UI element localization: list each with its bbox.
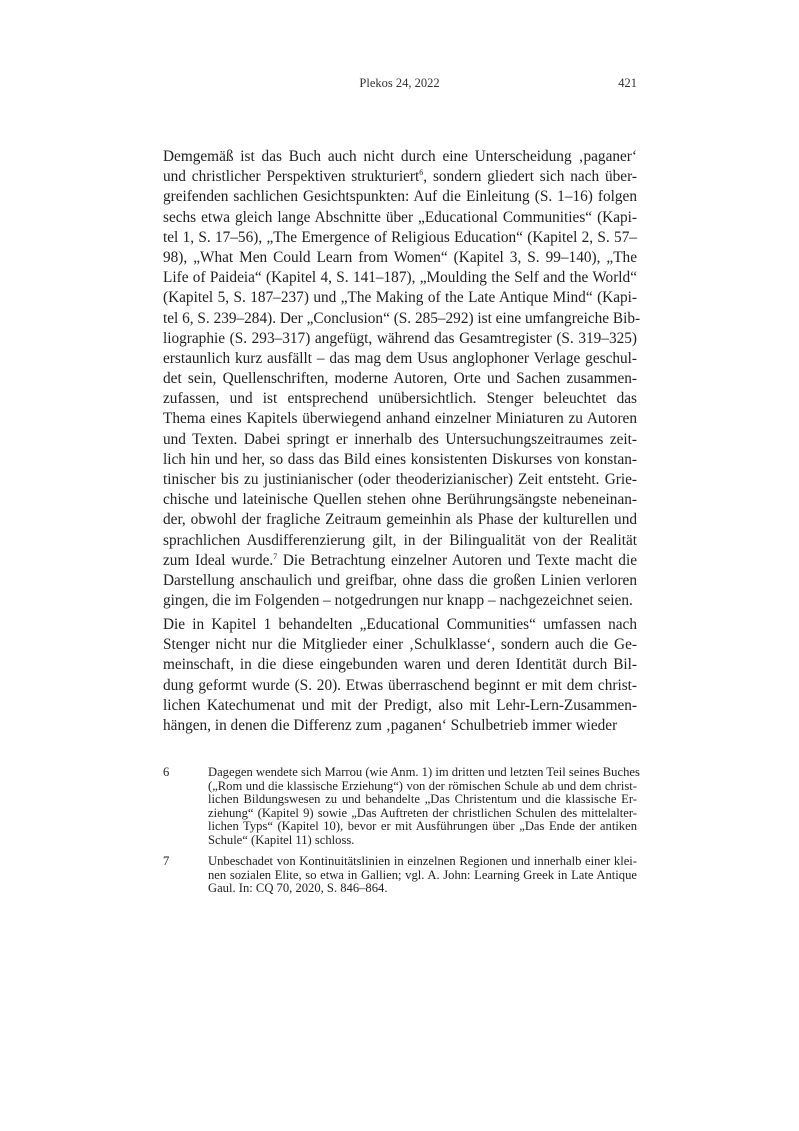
text-line: Dagegen wendete sich Marrou (wie Anm. 1) im dritten und letzten Teil seines Buches [208, 765, 640, 779]
text-line: („Rom und die klassische Erziehung“) von der römischen Schule ab und dem christ- [208, 778, 637, 793]
text-line: zufassen, und ist entsprechend unübersichtlich. Stenger beleuchtet das [163, 390, 637, 408]
text-line: lichen Bildungswesen zu und behandelte „Das Christentum und die klassische Er- [208, 792, 637, 807]
text-line: tel 1, S. 17–56), „The Emergence of Religious Education“ (Kapitel 2, S. 57– [163, 228, 637, 246]
text-line: nen sozialen Elite, so etwa in Gallien; vgl. A. John: Learning Greek in Late Antique [208, 867, 637, 882]
text-line: tel 6, S. 239–284). Der „Conclusion“ (S. 285–292) ist eine umfangreiche Bib- [163, 309, 641, 327]
text-line: (Kapitel 5, S. 187–237) und „The Making of the Late Antique Mind“ (Kapi- [163, 289, 637, 307]
text-line: lichen Typs“ (Kapitel 10), bevor er mit Ausführungen über „Das Ende der antiken [208, 819, 637, 834]
footnote-text [208, 765, 640, 848]
text-line: Schule“ (Kapitel 11) schloss. [208, 832, 355, 847]
text-line: Stenger nicht nur die Mitglieder einer ‚Schulklasse‘, sondern auch die Ge- [163, 636, 637, 654]
text-line: hängen, in denen die Differenz zum ‚paganen‘ Schulbetrieb immer wieder [163, 716, 618, 734]
page-number: 421 [618, 76, 637, 90]
text-line: dung geformt wurde (S. 20). Etwas überraschend beginnt er mit dem christ- [163, 676, 637, 694]
text-line: erstaunlich kurz ausfällt – das mag dem Usus anglophoner Verlage geschul- [163, 349, 637, 367]
text-line: und christlicher Perspektiven strukturiert$^6$, sondern gliedert sich nach über- [163, 168, 637, 186]
text-line: tinischer bis zu justinianischer (oder theoderizianischer) Zeit entsteht. Grie- [163, 471, 637, 488]
footnote-number: 7 [163, 854, 170, 868]
text-line: greifenden sachlichen Gesichtspunkten: Auf die Einleitung (S. 1–16) folgen [163, 188, 637, 206]
text-line: Gaul. In: CQ 70, 2020, S. 846–864. [208, 881, 388, 896]
footnote-number: 6 [163, 765, 170, 779]
footnote-reference[interactable]: 6 [419, 168, 424, 178]
text-line: lich hin und her, so dass das Bild eines konsistenten Diskurses von konstan- [163, 450, 637, 468]
text-line: meinschaft, in die diese eingebunden waren und deren Identität durch Bil- [163, 656, 637, 674]
paragraph-2 [163, 615, 637, 736]
footnote-text [208, 855, 637, 896]
text-line: sprachlichen Ausdifferenzierung gilt, in der Bilingualität von der Realität [163, 531, 637, 549]
text-line: det sein, Quellenschriften, moderne Autoren, Orte und Sachen zusammen- [163, 370, 637, 388]
text-line: Thema eines Kapitels überwiegend anhand einzelner Miniaturen zu Autoren [163, 410, 637, 428]
footnote-reference[interactable]: 7 [273, 551, 278, 561]
text-line: Die in Kapitel 1 behandelten „Educational Communities“ umfassen nach [163, 616, 637, 633]
text-line: chische und lateinische Quellen stehen ohne Berührungsängste nebeneinan- [163, 491, 637, 509]
text-line: sechs etwa gleich lange Abschnitte über „Educational Communities“ (Kapi- [163, 208, 637, 226]
running-header: Plekos 24, 2022 [359, 76, 440, 90]
paragraph-1 [163, 147, 641, 611]
text-line: Unbeschadet von Kontinuitätslinien in einzelnen Regionen und innerhalb einer klei- [208, 854, 637, 868]
text-line: lichen Katechumenat und mit der Predigt, also mit Lehr-Lern-Zusammen- [163, 696, 637, 714]
text-line: liographie (S. 293–317) angefügt, während das Gesamtregister (S. 319–325) [163, 329, 637, 347]
text-line: ziehung“ (Kapitel 9) sowie „Das Auftreten der christlichen Schulen des mittelalter- [208, 805, 637, 820]
text-line: 98), „What Men Could Learn from Women“ (Kapitel 3, S. 99–140), „The [163, 248, 637, 266]
text-line: Darstellung anschaulich und greifbar, ohne dass die großen Linien verloren [163, 571, 637, 589]
text-line: Demgemäß ist das Buch auch nicht durch eine Unterscheidung ‚paganer‘ [163, 148, 637, 165]
text-line: und Texten. Dabei springt er innerhalb des Untersuchungszeitraumes zeit- [163, 430, 637, 448]
text-line: Life of Paideia“ (Kapitel 4, S. 141–187), „Moulding the Self and the World“ [163, 269, 637, 287]
text-line: gingen, die im Folgenden – notgedrungen nur knapp – nachgezeichnet seien. [163, 592, 633, 610]
text-line: der, obwohl der fragliche Zeitraum gemeinhin als Phase der kulturellen und [163, 511, 637, 529]
text-line: zum Ideal wurde.$^7$ Die Betrachtung einzelner Autoren und Texte macht die [163, 551, 637, 569]
